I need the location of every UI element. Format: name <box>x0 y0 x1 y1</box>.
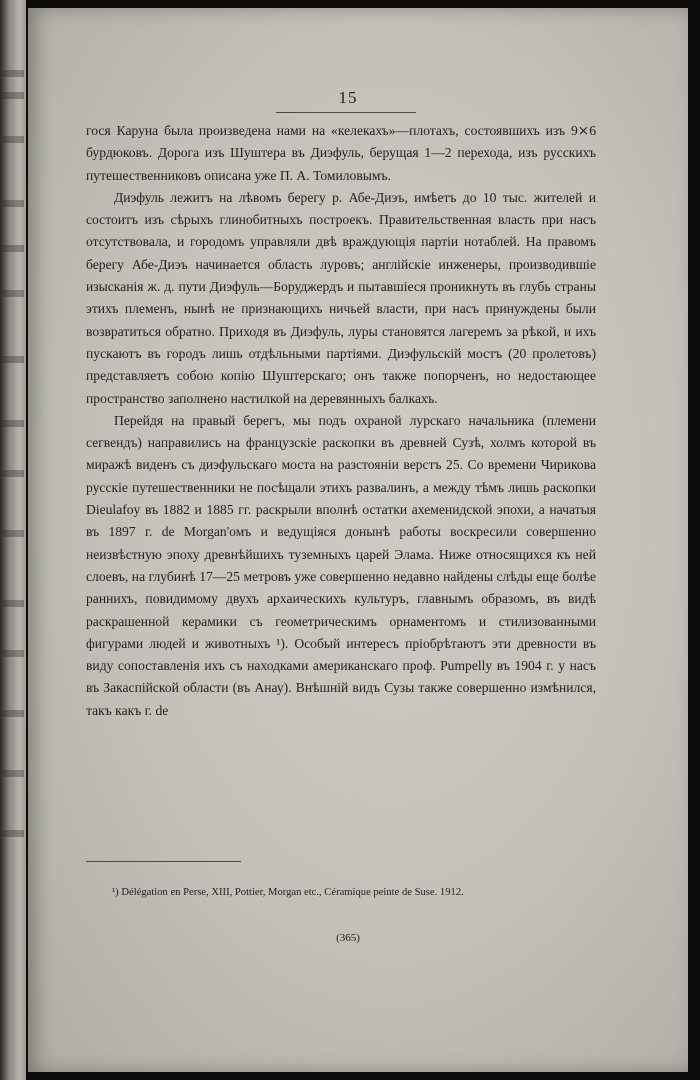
paragraph-1: гося Каруна была произведена нами на «келекахъ»—плотахъ, состоявшихъ изъ 9⨯6 бурдюковъ. Дорога изъ Шуштера въ Диэфуль, берущая 1—2 перехода, изъ русскихъ путешественниковъ описана уже П. А. Томиловымъ. <box>86 123 596 183</box>
footnote-rule <box>86 861 241 862</box>
paragraph-2: Диэфуль лежитъ на лѣвомъ берегу р. Абе-Диэъ, имѣетъ до 10 тыс. жителей и состоитъ изъ сѣрыхъ глинобитныхъ построекъ. Правительственная власть при насъ отсутствовала, и городомъ управляли двѣ враждующія партіи нотаблей. На правомъ берегу Абе-Диэъ начинается область луровъ; англійскіе инженеры, производившіе изысканія ж. д. пути Диэфуль—Боруджердъ и пытавшіеся проникнуть въ глубь страны этихъ племенъ, нынѣ не признающихъ ничьей власти, при насъ принуждены были возвратиться обратно. Приходя въ Диэфуль, луры становятся лагеремъ за рѣкой, и ихъ пускаютъ въ городъ лишь отдѣльными партіями. Диэфульскій мостъ (20 пролетовъ) представляетъ собою копію Шуштерскаго; онъ также попорченъ, но недостающее пространство заполнено настилкой на деревянныхъ балкахъ. <box>86 189 596 406</box>
page-number: 15 <box>338 88 358 107</box>
book-page <box>28 8 688 1072</box>
adjacent-page-edge <box>0 0 26 1080</box>
paragraph-3: Перейдя на правый берегъ, мы подъ охраной лурскаго начальника (племени сегвендъ) направились на французскіе раскопки въ древней Сузѣ, холмъ которой въ миражѣ виденъ съ диэфульскаго моста на разстояніи верстъ 25. Со времени Чирикова русскіе путешественники не посѣщали этихъ развалинъ, а между тѣмъ лишь раскопки Dieulafoy въ 1882 и 1885 гг. раскрыли вполнѣ остатки ахеменидской эпохи, а начатыя въ 1897 г. de Morgan'омъ и ведущіяся донынѣ работы воскресили совершенно неизвѣстную эпоху древнѣйшихъ туземныхъ царей Элама. Ниже относящихся къ ней слоевъ, на глубинѣ 17—25 метровъ уже совершенно недавно найдены слѣды еще болѣе раннихъ, повидимому двухъ архаическихъ культуръ, главнымъ образомъ, въ видѣ раскрашенной керамики съ геометрическимъ орнаментомъ и стилизованными фигурами людей и животныхъ ¹). Особый интересъ пріобрѣтаютъ эти древности въ виду сопоставленія ихъ съ находками американскаго проф. Pumpelly въ 1904 г. у насъ въ Закаспійской области (въ Анау). Внѣшній видъ Сузы также совершенно измѣнился, такъ какъ г. de <box>86 412 596 718</box>
footnote: ¹) Délégation en Perse, XIII, Pottier, Morgan etc., Céramique peinte de Suse. 1912. <box>112 887 464 898</box>
body-text <box>86 120 596 722</box>
header-rule <box>276 112 416 113</box>
folio-number: (365) <box>336 932 360 944</box>
